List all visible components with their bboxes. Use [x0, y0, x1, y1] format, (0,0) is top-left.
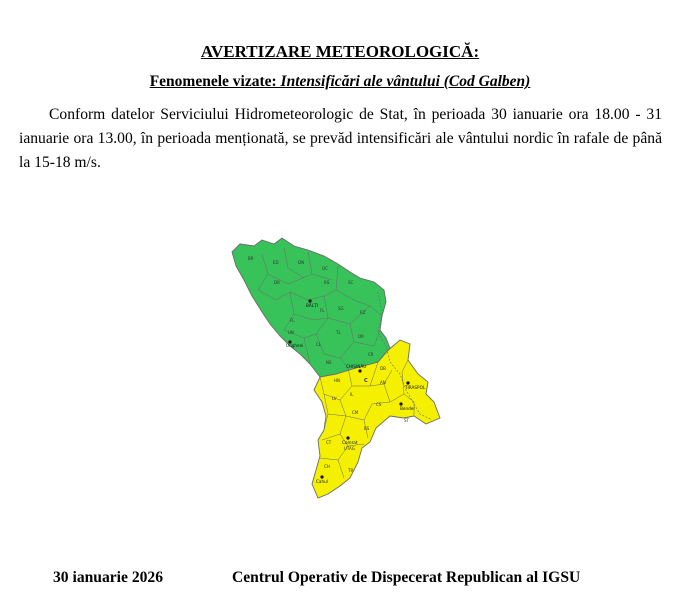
district-label: NS: [326, 360, 332, 365]
district-label: DR: [274, 280, 280, 285]
district-label: C: [364, 378, 368, 384]
district-label: RS: [324, 280, 330, 285]
district-label: BR: [248, 256, 254, 261]
district-label: RZ: [360, 310, 366, 315]
city-label-tiraspol: TIRASPOL: [405, 385, 426, 390]
phenomenon-label: Fenomenele vizate:: [149, 73, 281, 90]
city-label-ungheni: Ungheni: [286, 343, 304, 348]
district-label: CM: [352, 410, 359, 415]
district-label: CH: [324, 464, 330, 469]
phenomenon-value: Intensificări ale vântului (Cod Galben): [280, 73, 531, 90]
district-label: DB: [380, 366, 386, 371]
warning-body: Conform datelor Serviciului Hidrometeorologic de Stat, în perioada 30 ianuarie ora 18.00 - 31 ianuarie ora 13.00, în perioada menționată, se prevăd intensificări ale vântului nordic în rafale de până la 15-18 m/s.: [19, 106, 662, 171]
footer-date: 30 ianuarie 2026: [53, 569, 164, 586]
district-label: FL: [290, 318, 295, 323]
district-label: FL: [320, 308, 325, 313]
phenomenon-line: [0, 73, 680, 91]
city-label-balti: BĂLȚI: [306, 303, 318, 308]
city-label-cahul: Cahul: [316, 479, 328, 484]
district-label: HN: [334, 378, 340, 383]
page-title: AVERTIZARE METEOROLOGICĂ:: [200, 42, 480, 61]
district-label: TR: [348, 468, 354, 473]
district-label: CR: [368, 352, 374, 357]
district-label: BS: [364, 426, 370, 431]
district-label: CL: [316, 342, 322, 347]
district-label: ST: [404, 418, 409, 423]
district-label: IL: [350, 392, 354, 397]
city-dot-chisinau: [358, 369, 361, 372]
district-label: ED: [273, 260, 279, 265]
district-label: DN: [298, 260, 305, 265]
district-label: UTAG: [344, 446, 355, 451]
district-label: UN: [288, 330, 294, 335]
district-label: AN: [380, 380, 386, 385]
district-label: OC: [322, 266, 328, 271]
district-label: LV: [332, 396, 337, 401]
district-label: OR: [358, 334, 364, 339]
district-label: CT: [326, 440, 332, 445]
footer-organization: Centrul Operativ de Dispecerat Republican al IGSU: [232, 569, 581, 586]
district-label: SG: [338, 306, 344, 311]
city-label-comrat: Comrat: [342, 440, 358, 445]
city-label-chisinau: CHIȘINĂU: [346, 364, 367, 369]
city-label-bender: Bender: [400, 406, 416, 411]
moldova-warning-map: [228, 234, 448, 504]
district-label: SC: [348, 280, 354, 285]
district-label: CS: [376, 402, 382, 407]
district-label: TL: [336, 330, 341, 335]
